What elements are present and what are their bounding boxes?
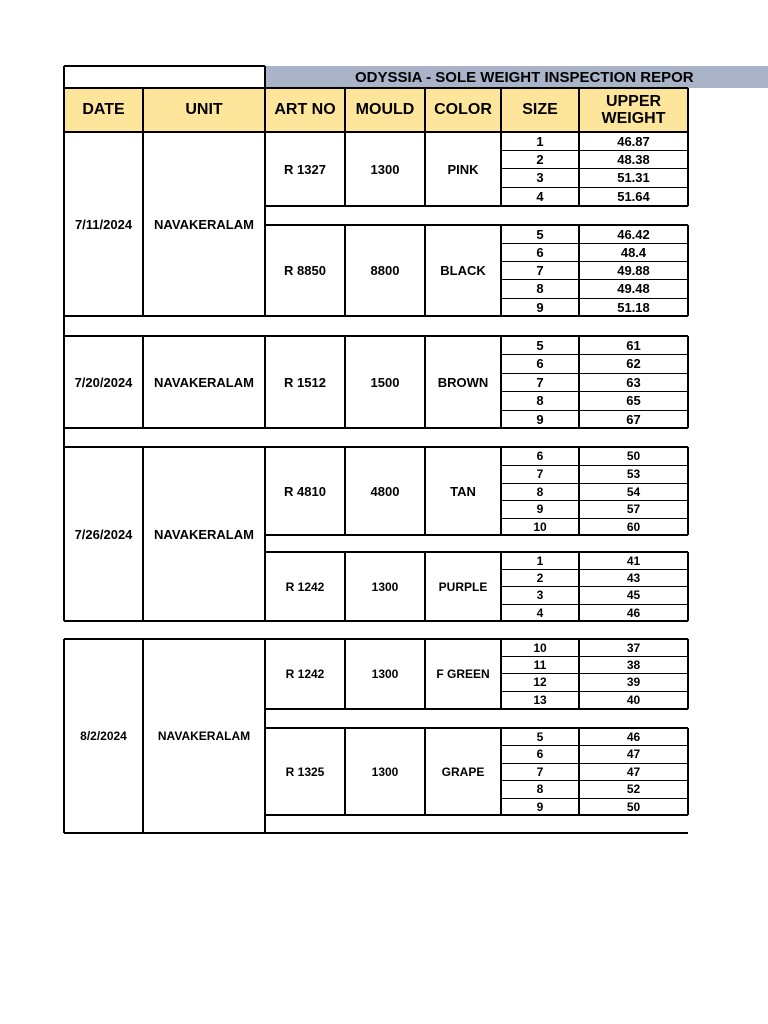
size-cell: 4	[536, 605, 544, 620]
article-number: R 4810	[284, 483, 326, 499]
size-cell: 10	[533, 640, 547, 655]
article-mould: 1300	[370, 161, 400, 177]
upper-weight-cell: 53	[626, 467, 641, 481]
grid-line	[142, 88, 144, 132]
upper-weight-cell: 46	[626, 605, 641, 620]
upper-weight-cell: 46.42	[617, 226, 650, 242]
grid-line	[264, 66, 266, 88]
article-color: F GREEN	[436, 667, 490, 681]
size-cell: 9	[536, 502, 544, 516]
grid-line	[501, 745, 688, 746]
grid-line	[501, 465, 688, 466]
size-cell: 8	[536, 393, 544, 408]
grid-line	[265, 224, 688, 226]
grid-line	[64, 446, 688, 448]
size-cell: 3	[536, 170, 544, 185]
grid-line	[501, 518, 688, 519]
article-mould: 1500	[370, 374, 400, 390]
upper-weight-cell: 49.48	[617, 281, 650, 296]
article-color: TAN	[450, 483, 476, 499]
size-cell: 2	[536, 151, 544, 167]
upper-weight-cell: 48.38	[617, 151, 650, 167]
size-cell: 6	[536, 747, 544, 761]
section-date: 8/2/2024	[80, 729, 127, 743]
size-cell: 6	[536, 356, 544, 371]
grid-line	[63, 132, 65, 316]
grid-line	[424, 447, 426, 535]
size-cell: 9	[536, 411, 544, 427]
upper-weight-cell: 50	[626, 799, 641, 814]
grid-line	[344, 88, 346, 132]
upper-weight-cell: 41	[626, 553, 641, 568]
grid-line	[344, 225, 346, 316]
grid-line	[501, 187, 688, 188]
grid-line	[63, 88, 65, 132]
section-unit: NAVAKERALAM	[154, 374, 254, 390]
size-cell: 12	[533, 675, 547, 689]
column-header-date: DATE	[64, 88, 143, 132]
grid-line	[501, 261, 688, 262]
grid-line	[424, 552, 426, 621]
grid-line	[578, 88, 580, 132]
size-cell: 9	[536, 799, 544, 814]
grid-line	[344, 639, 346, 709]
article-number: R 1242	[285, 667, 325, 681]
upper-weight-cell: 45	[626, 588, 641, 602]
upper-weight-cell: 38	[626, 657, 641, 672]
section-date: 7/26/2024	[74, 526, 133, 542]
size-cell: 5	[536, 226, 544, 242]
size-cell: 1	[536, 133, 544, 149]
grid-line	[64, 335, 688, 337]
grid-line	[424, 728, 426, 815]
upper-weight-cell: 49.88	[617, 262, 650, 278]
grid-line	[501, 168, 688, 169]
grid-line	[64, 87, 688, 89]
size-cell: 7	[536, 374, 544, 390]
upper-weight-cell: 37	[626, 640, 641, 655]
grid-line	[265, 535, 688, 536]
grid-line	[265, 708, 688, 710]
upper-weight-cell: 51.18	[617, 299, 650, 315]
section-unit: NAVAKERALAM	[157, 729, 251, 743]
size-cell: 6	[536, 449, 544, 463]
grid-line	[501, 354, 688, 355]
size-cell: 9	[536, 299, 544, 315]
grid-line	[424, 132, 426, 206]
grid-line	[344, 447, 346, 535]
size-cell: 7	[536, 467, 544, 481]
grid-line	[64, 131, 265, 133]
upper-weight-cell: 62	[626, 356, 641, 371]
upper-weight-cell: 46.87	[617, 133, 650, 149]
article-mould: 1300	[371, 667, 399, 681]
grid-line	[501, 500, 688, 501]
upper-weight-cell: 47	[626, 764, 641, 779]
upper-weight-cell: 43	[626, 570, 641, 585]
upper-weight-cell: 60	[626, 519, 641, 534]
grid-line	[63, 428, 65, 447]
grid-line	[501, 483, 688, 484]
size-cell: 4	[536, 189, 544, 204]
upper-weight-cell: 47	[626, 747, 641, 761]
grid-line	[265, 551, 688, 553]
article-number: R 1325	[285, 764, 325, 779]
grid-line	[64, 620, 688, 622]
upper-weight-cell: 46	[626, 729, 641, 744]
column-header-unit: UNIT	[143, 88, 265, 132]
size-cell: 8	[536, 782, 544, 796]
grid-line	[64, 427, 688, 429]
grid-line	[501, 298, 688, 299]
grid-line	[265, 727, 688, 729]
size-cell: 5	[536, 729, 544, 744]
section-date: 7/20/2024	[74, 374, 133, 390]
grid-line	[501, 243, 688, 244]
upper-weight-cell: 51.64	[617, 189, 650, 204]
article-mould: 8800	[370, 263, 400, 278]
upper-weight-cell: 61	[626, 337, 641, 353]
size-cell: 10	[533, 519, 547, 534]
article-mould: 1300	[371, 579, 399, 594]
grid-line	[142, 639, 144, 833]
size-cell: 2	[536, 570, 544, 585]
grid-line	[501, 656, 688, 657]
grid-line	[344, 552, 346, 621]
article-color: BLACK	[440, 263, 486, 278]
upper-weight-cell: 50	[626, 449, 641, 463]
size-cell: 7	[536, 262, 544, 278]
grid-line	[142, 336, 144, 428]
grid-line	[344, 728, 346, 815]
grid-line	[500, 88, 502, 132]
grid-line	[63, 336, 65, 428]
section-unit: NAVAKERALAM	[154, 526, 254, 542]
grid-line	[142, 447, 144, 621]
grid-line	[687, 88, 689, 132]
size-cell: 6	[536, 244, 544, 260]
grid-line	[424, 336, 426, 428]
size-cell: 13	[533, 693, 547, 707]
column-header-size: SIZE	[501, 88, 579, 132]
grid-line	[501, 763, 688, 764]
grid-line	[264, 88, 266, 132]
column-header-upper-weight: UPPER WEIGHT	[579, 88, 688, 132]
size-cell: 1	[536, 553, 544, 568]
upper-weight-cell: 65	[626, 393, 641, 408]
section-unit: NAVAKERALAM	[154, 216, 254, 232]
grid-line	[501, 604, 688, 605]
size-cell: 8	[536, 281, 544, 296]
grid-line	[63, 447, 65, 621]
grid-line	[64, 638, 688, 640]
article-number: R 8850	[284, 263, 326, 278]
article-color: PINK	[447, 161, 479, 177]
upper-weight-cell: 51.31	[617, 170, 650, 185]
article-number: R 1327	[284, 161, 326, 177]
grid-line	[501, 150, 688, 151]
article-color: GRAPE	[441, 764, 485, 779]
article-color: BROWN	[437, 374, 489, 390]
grid-line	[64, 832, 688, 834]
column-header-art-no: ART NO	[265, 88, 345, 132]
grid-line	[265, 815, 688, 816]
upper-weight-cell: 52	[626, 782, 641, 796]
grid-line	[501, 798, 688, 799]
column-header-color: COLOR	[425, 88, 501, 132]
grid-line	[64, 65, 265, 67]
upper-weight-cell: 57	[626, 502, 641, 516]
size-cell: 3	[536, 588, 544, 602]
upper-weight-cell: 54	[626, 484, 641, 499]
grid-line	[142, 132, 144, 316]
grid-line	[63, 639, 65, 833]
grid-line	[501, 569, 688, 570]
size-cell: 7	[536, 764, 544, 779]
grid-line	[501, 391, 688, 392]
column-header-mould: MOULD	[345, 88, 425, 132]
grid-line	[63, 66, 65, 88]
article-mould: 4800	[370, 483, 400, 499]
grid-line	[501, 410, 688, 411]
report-title: ODYSSIA - SOLE WEIGHT INSPECTION REPOR	[355, 68, 694, 86]
grid-line	[63, 316, 65, 336]
upper-weight-cell: 39	[626, 675, 641, 689]
grid-line	[501, 279, 688, 280]
size-cell: 11	[533, 657, 547, 672]
grid-line	[344, 132, 346, 206]
grid-line	[424, 225, 426, 316]
grid-line	[501, 780, 688, 781]
upper-weight-cell: 63	[626, 374, 641, 390]
upper-weight-cell: 67	[626, 411, 641, 427]
grid-line	[501, 586, 688, 587]
grid-line	[265, 205, 688, 207]
grid-line	[424, 88, 426, 132]
article-color: PURPLE	[438, 579, 488, 594]
article-number: R 1512	[284, 374, 326, 390]
grid-line	[424, 639, 426, 709]
section-date: 7/11/2024	[74, 216, 133, 232]
upper-weight-cell: 48.4	[620, 244, 647, 260]
size-cell: 5	[536, 337, 544, 353]
grid-line	[501, 691, 688, 692]
grid-line	[501, 373, 688, 374]
grid-line	[344, 336, 346, 428]
article-mould: 1300	[371, 764, 399, 779]
size-cell: 8	[536, 484, 544, 499]
article-number: R 1242	[285, 579, 325, 594]
grid-line	[64, 315, 688, 317]
grid-line	[501, 673, 688, 674]
upper-weight-cell: 40	[626, 693, 641, 707]
